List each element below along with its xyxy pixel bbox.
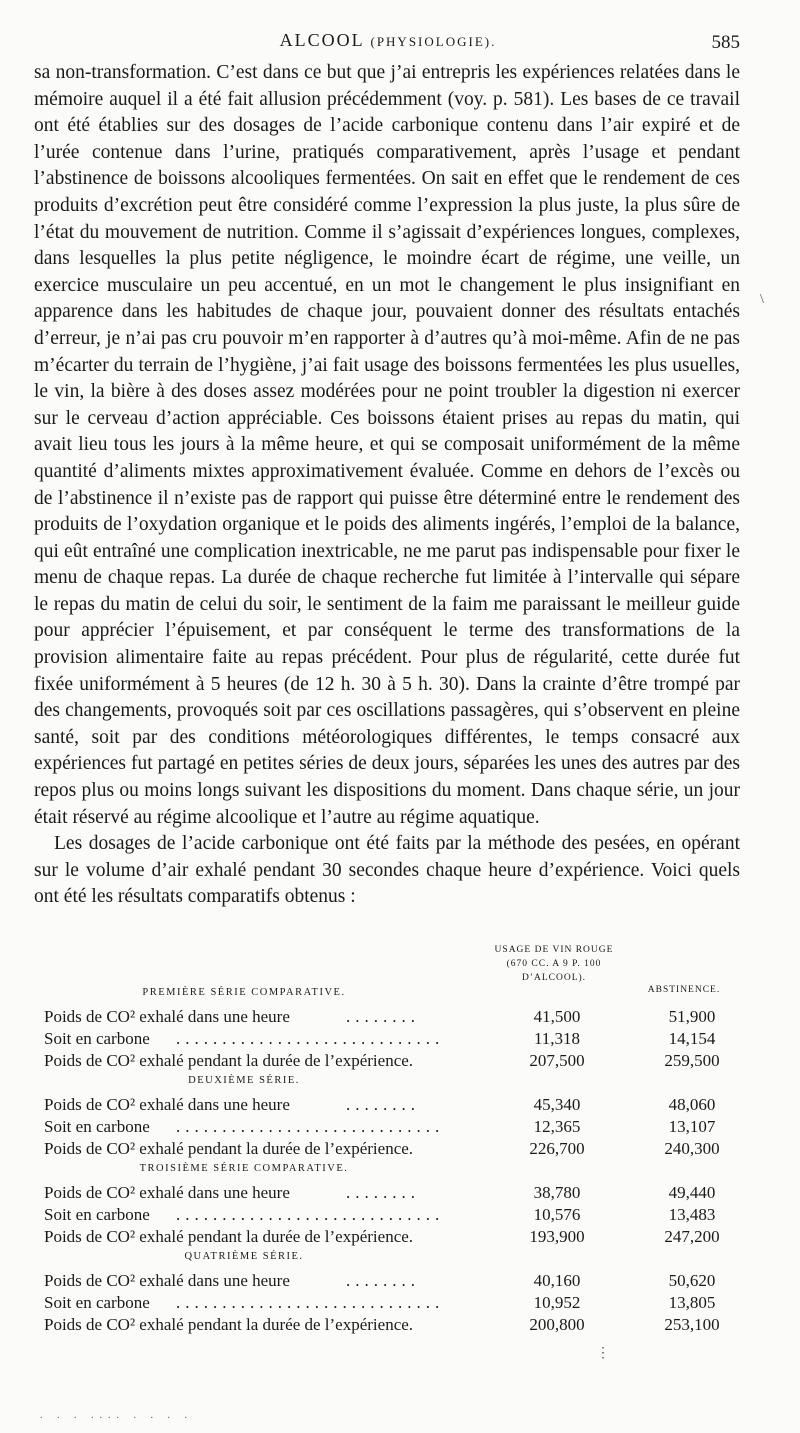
row-label: Poids de CO² exhalé pendant la durée de l’expérience. <box>44 1051 414 1070</box>
row-label: Soit en carbone <box>44 1117 150 1136</box>
leader-dots: ........ <box>346 1183 420 1202</box>
value-abstinence: 48,060 <box>668 1095 716 1114</box>
table-row <box>44 1315 740 1337</box>
running-title <box>36 30 740 51</box>
table-row <box>44 1007 740 1029</box>
value-abstinence: 240,300 <box>664 1139 720 1158</box>
table-row <box>44 1051 740 1073</box>
value-wine: 10,952 <box>533 1293 581 1312</box>
paragraph-1: sa non-transformation. C’est dans ce but que j’ai entrepris les expériences relatées dans le mémoire auquel il a été fait allusion précédemment (voy. p. 581). Les bases de ce travail ont été établies sur des dosages de l’acide carbonique contenu dans l’air expiré et de l’urée contenue dans l’urine, pratiqués comparativement, après l’usage et pendant l’abstinence de boissons alcooliques fermentées. On sait en effet que le rendement de ces produits d’excrétion peut être considéré comme l’expression la plus juste, la plus sûre de l’état du mouvement de nutrition. Comme il s’agissait d’expériences longues, complexes, dans lesquelles la plus petite négligence, le moindre écart de régime, une veille, un exercice musculaire un peu accentué, en un mot le changement le plus insignifiant en apparence dans les habitudes de chaque jour, pouvaient donner des résultats entachés d’erreur, je n’ai pas cru pouvoir m’en rapporter à d’autres qu’à moi-même. Afin de ne pas m’écarter du terrain de l’hygiène, j’ai fait usage des boissons fermentées les plus usuelles, le vin, la bière à des doses assez modérées pour ne point troubler la digestion ni exercer sur le cerveau d’action appréciable. Ces boissons étaient prises au repas du matin, qui avait lieu tous les jours à la même heure, et qui se composait uniformément de la même quantité d’aliments mixtes approximativement évaluée. Comme en dehors de l’excès ou de l’abstinence il n’existe pas de rapport qui puisse être déterminé entre le rendement des produits de l’oxydation organique et le poids des aliments ingérés, l’emploi de la balance, qui eût entraîné une complication inextricable, ne me parut pas indispensable pour fixer le menu de chaque repas. La durée de chaque recherche fut limitée à l’intervalle qui sépare le repas du matin de celui du soir, le sentiment de la faim me paraissant le meilleur guide pour apprécier l’épuisement, et par conséquent le terme des transformations de la provision alimentaire faite au repas précédent. Pour plus de régularité, cette durée fut fixée uniformément à 5 heures (de 12 h. 30 à 5 h. 30). Dans la crainte d’être trompé par des changements, provoqués soit par ces oscillations passagères, qui s’observent en pleine santé, soit par des conditions météorologiques différentes, le temps consacré aux expériences fut partagé en petites séries de deux jours, séparées les unes des autres par des repos plus ou moins longs suivant les dispositions du moment. Dans chaque série, un jour était réservé au régime alcoolique et l’autre au régime aquatique. <box>34 62 740 828</box>
running-header <box>36 30 740 58</box>
column-header-abstinence: ABSTINENCE. <box>647 985 721 995</box>
value-wine: 200,800 <box>529 1315 585 1334</box>
series-title: PREMIÈRE SÉRIE COMPARATIVE. <box>142 987 346 998</box>
value-abstinence: 51,900 <box>668 1007 716 1026</box>
table-row <box>44 1227 740 1249</box>
row-label: Poids de CO² exhalé pendant la durée de l’expérience. <box>44 1139 414 1158</box>
series-title: TROISIÈME SÉRIE COMPARATIVE. <box>139 1163 349 1174</box>
leader-dots: ............................. <box>176 1293 445 1312</box>
table-row <box>44 1139 740 1161</box>
row-label: Soit en carbone <box>44 1029 150 1048</box>
value-wine: 11,318 <box>533 1029 581 1048</box>
leader-dots: ............................. <box>176 1205 445 1224</box>
row-label: Poids de CO² exhalé pendant la durée de l’expérience. <box>44 1315 414 1334</box>
value-wine: 12,365 <box>533 1117 581 1136</box>
row-label: Soit en carbone <box>44 1205 150 1224</box>
table-row <box>44 1117 740 1139</box>
leader-dots: ............................. <box>176 1029 445 1048</box>
value-wine: 45,340 <box>533 1095 581 1114</box>
scan-speck: ⋮ <box>596 1346 610 1361</box>
table-row <box>44 1271 740 1293</box>
column-header-wine: USAGE DE VIN ROUGE (670 CC. A 9 P. 100 D’ALCOOL). <box>494 945 614 983</box>
row-label: Poids de CO² exhalé dans une heure <box>44 1095 290 1114</box>
value-abstinence: 253,100 <box>664 1315 720 1334</box>
table-row <box>44 1183 740 1205</box>
value-abstinence: 49,440 <box>668 1183 716 1202</box>
running-title-main: ALCOOL <box>279 30 364 50</box>
table-row <box>44 1205 740 1227</box>
scan-speck: . . . .... . . . . <box>40 1410 193 1421</box>
row-label: Poids de CO² exhalé dans une heure <box>44 1007 290 1026</box>
value-wine: 38,780 <box>533 1183 581 1202</box>
value-abstinence: 13,805 <box>668 1293 716 1312</box>
paragraph-2: Les dosages de l’acide carbonique ont été faits par la méthode des pesées, en opérant sur le volume d’air exhalé pendant 30 secondes chaque heure d’expérience. Voici quels ont été les résultats comparatifs obtenus : <box>34 833 740 908</box>
table-row <box>44 1029 740 1051</box>
leader-dots: ........ <box>346 1007 420 1026</box>
row-label: Poids de CO² exhalé pendant la durée de l’expérience. <box>44 1227 414 1246</box>
page-number: 585 <box>711 32 740 53</box>
series-title: DEUXIÈME SÉRIE. <box>188 1075 300 1086</box>
leader-dots: ........ <box>346 1095 420 1114</box>
value-wine: 40,160 <box>533 1271 581 1290</box>
value-abstinence: 14,154 <box>668 1029 716 1048</box>
value-abstinence: 13,483 <box>668 1205 716 1224</box>
value-wine: 207,500 <box>529 1051 585 1070</box>
running-title-paren: (PHYSIOLOGIE). <box>370 34 497 49</box>
value-abstinence: 247,200 <box>664 1227 720 1246</box>
leader-dots: ........ <box>346 1271 420 1290</box>
value-wine: 226,700 <box>529 1139 585 1158</box>
table-row <box>44 1293 740 1315</box>
scan-speck: \ <box>760 292 764 307</box>
value-abstinence: 50,620 <box>668 1271 716 1290</box>
row-label: Poids de CO² exhalé dans une heure <box>44 1183 290 1202</box>
value-abstinence: 13,107 <box>668 1117 716 1136</box>
value-wine: 10,576 <box>533 1205 581 1224</box>
body-text <box>34 60 740 911</box>
value-wine: 41,500 <box>533 1007 581 1026</box>
table-row <box>44 1095 740 1117</box>
row-label: Soit en carbone <box>44 1293 150 1312</box>
leader-dots: ............................. <box>176 1117 445 1136</box>
row-label: Poids de CO² exhalé dans une heure <box>44 1271 290 1290</box>
value-abstinence: 259,500 <box>664 1051 720 1070</box>
series-title: QUATRIÈME SÉRIE. <box>184 1251 304 1262</box>
value-wine: 193,900 <box>529 1227 585 1246</box>
